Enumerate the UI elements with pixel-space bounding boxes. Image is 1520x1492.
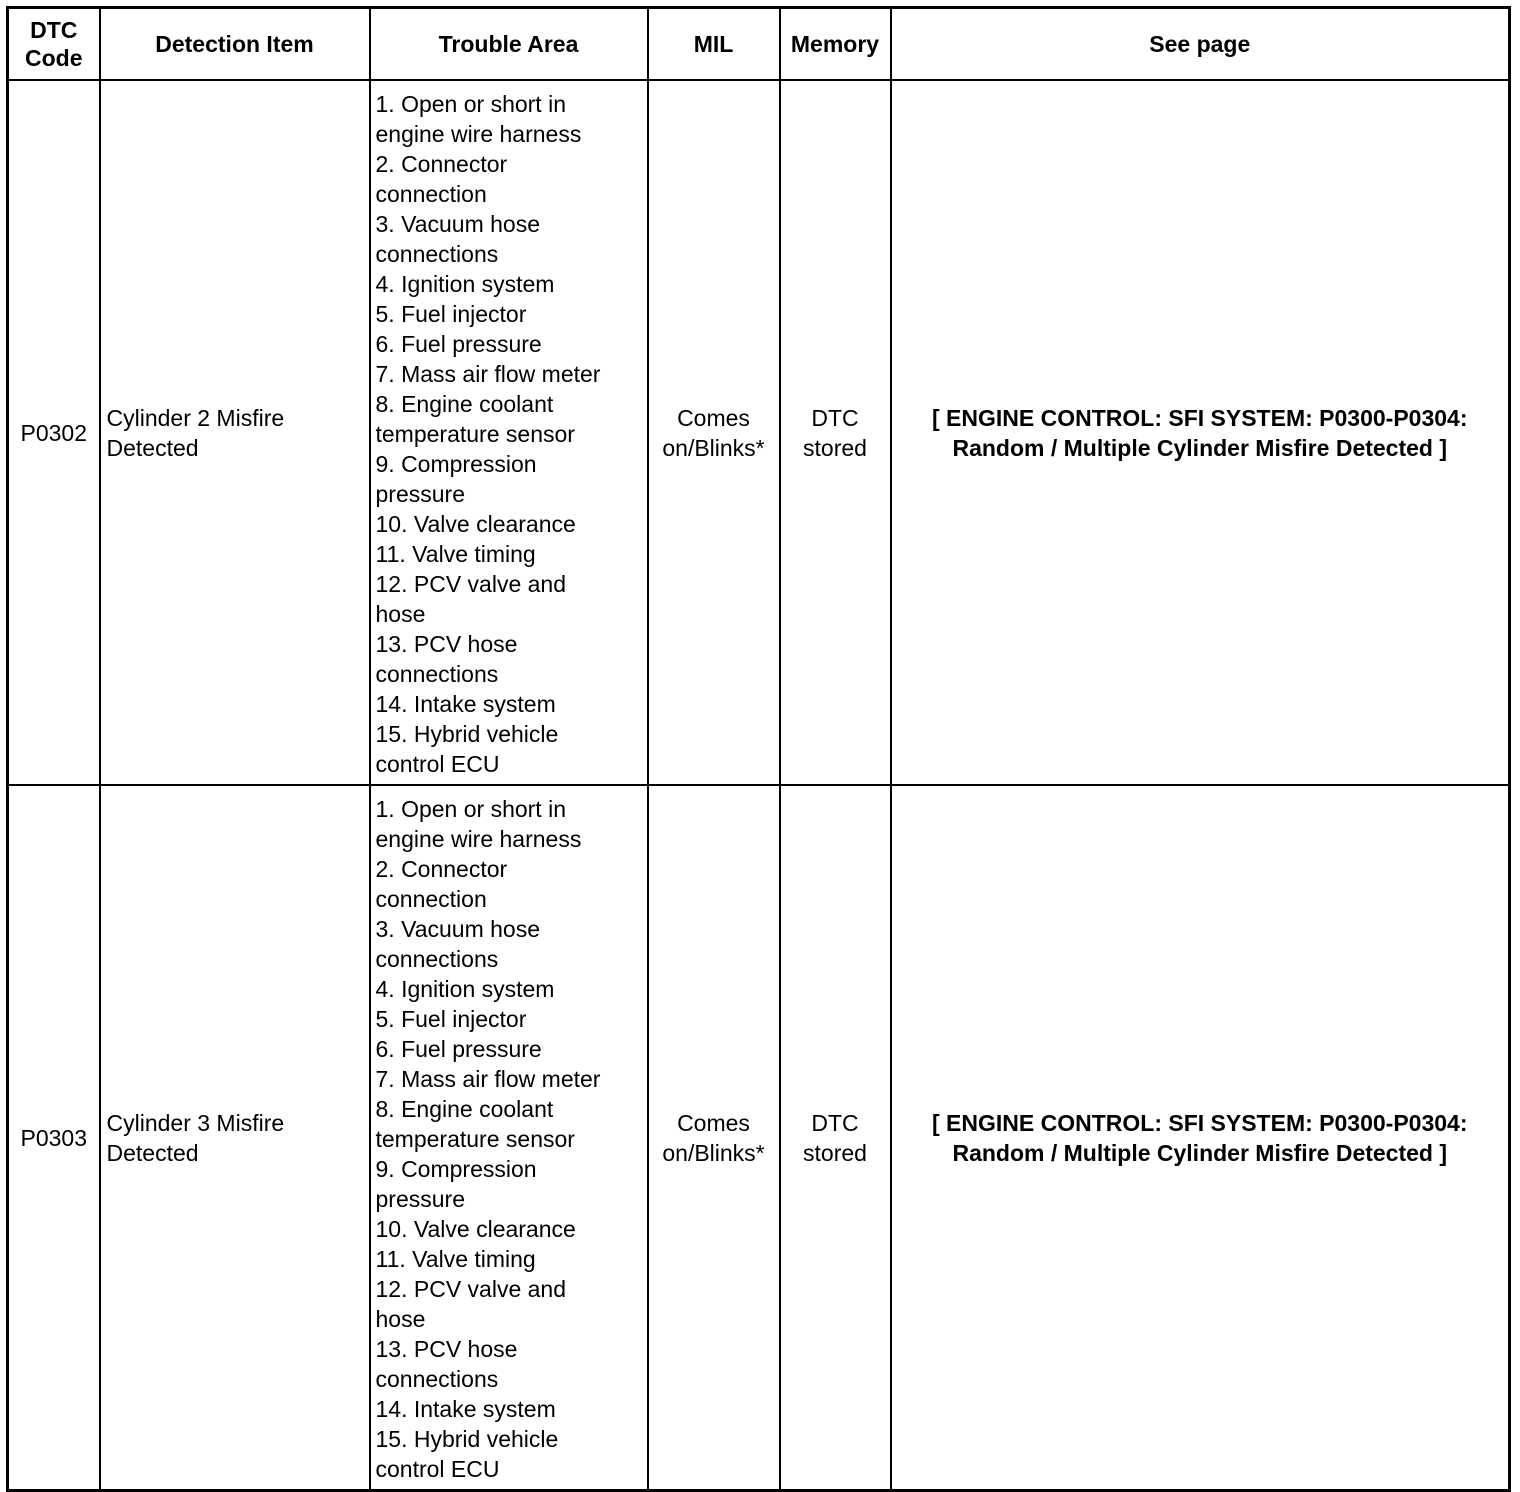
trouble-area-line: 8. Engine coolant bbox=[375, 1096, 554, 1122]
trouble-area-line: 7. Mass air flow meter bbox=[375, 361, 601, 387]
trouble-area-line: 11. Valve timing bbox=[375, 1246, 536, 1272]
trouble-area-line: 9. Compression bbox=[375, 1156, 537, 1182]
trouble-area-line: 4. Ignition system bbox=[375, 976, 555, 1002]
mil-cell: Comes on/Blinks* bbox=[648, 80, 780, 785]
trouble-area-line: 7. Mass air flow meter bbox=[375, 1066, 601, 1092]
trouble-area-line: 2. Connector bbox=[375, 856, 508, 882]
trouble-area-line: 15. Hybrid vehicle bbox=[375, 1426, 559, 1452]
trouble-area-line: hose bbox=[375, 1306, 426, 1332]
header-dtc-code: DTC Code bbox=[8, 8, 100, 81]
trouble-area-line: temperature sensor bbox=[375, 1126, 575, 1152]
trouble-area-line: 10. Valve clearance bbox=[375, 511, 576, 537]
trouble-area-line: 2. Connector bbox=[375, 151, 508, 177]
trouble-area-line: connections bbox=[375, 661, 499, 687]
trouble-area-line: 15. Hybrid vehicle bbox=[375, 721, 559, 747]
trouble-area-line: 1. Open or short in bbox=[375, 796, 566, 822]
trouble-area-line: 6. Fuel pressure bbox=[375, 331, 542, 357]
trouble-area-line: 4. Ignition system bbox=[375, 271, 555, 297]
trouble-area-line: connection bbox=[375, 886, 487, 912]
see-page-link[interactable]: [ ENGINE CONTROL: SFI SYSTEM: P0300-P0304: Random / Multiple Cylinder Misfire Detected ] bbox=[891, 785, 1510, 1491]
see-page-link[interactable]: [ ENGINE CONTROL: SFI SYSTEM: P0300-P0304: Random / Multiple Cylinder Misfire Detected ] bbox=[891, 80, 1510, 785]
dtc-code-cell: P0303 bbox=[8, 785, 100, 1491]
trouble-area-line: 8. Engine coolant bbox=[375, 391, 554, 417]
trouble-area-line: engine wire harness bbox=[375, 121, 582, 147]
memory-cell: DTC stored bbox=[780, 785, 891, 1491]
trouble-area-line: 3. Vacuum hose bbox=[375, 916, 541, 942]
trouble-area-line: 6. Fuel pressure bbox=[375, 1036, 542, 1062]
trouble-area-line: 12. PCV valve and bbox=[375, 1276, 567, 1302]
trouble-area-line: 1. Open or short in bbox=[375, 91, 566, 117]
trouble-area-line: engine wire harness bbox=[375, 826, 582, 852]
table-row bbox=[8, 785, 1510, 1491]
detection-item-cell: Cylinder 2 Misfire Detected bbox=[100, 80, 370, 785]
trouble-area-line: 5. Fuel injector bbox=[375, 301, 527, 327]
trouble-area-line: connections bbox=[375, 241, 499, 267]
trouble-area-line: 5. Fuel injector bbox=[375, 1006, 527, 1032]
trouble-area-line: connection bbox=[375, 181, 487, 207]
memory-cell: DTC stored bbox=[780, 80, 891, 785]
trouble-area-line: connections bbox=[375, 1366, 499, 1392]
mil-cell: Comes on/Blinks* bbox=[648, 785, 780, 1491]
trouble-area-line: 14. Intake system bbox=[375, 691, 556, 717]
trouble-area-line: connections bbox=[375, 946, 499, 972]
trouble-area-cell bbox=[370, 785, 648, 1491]
trouble-area-cell bbox=[370, 80, 648, 785]
header-row bbox=[8, 8, 1510, 81]
trouble-area-line: 10. Valve clearance bbox=[375, 1216, 576, 1242]
header-trouble-area: Trouble Area bbox=[370, 8, 648, 81]
trouble-area-line: hose bbox=[375, 601, 426, 627]
header-mil: MIL bbox=[648, 8, 780, 81]
trouble-area-line: pressure bbox=[375, 481, 465, 507]
trouble-area-line: 11. Valve timing bbox=[375, 541, 536, 567]
trouble-area-line: control ECU bbox=[375, 751, 500, 777]
trouble-area-line: 3. Vacuum hose bbox=[375, 211, 541, 237]
table-row bbox=[8, 80, 1510, 785]
trouble-area-line: 9. Compression bbox=[375, 451, 537, 477]
trouble-area-line: temperature sensor bbox=[375, 421, 575, 447]
header-memory: Memory bbox=[780, 8, 891, 81]
dtc-code-cell: P0302 bbox=[8, 80, 100, 785]
header-detection-item: Detection Item bbox=[100, 8, 370, 81]
trouble-area-line: control ECU bbox=[375, 1456, 500, 1482]
trouble-area-line: pressure bbox=[375, 1186, 465, 1212]
trouble-area-line: 14. Intake system bbox=[375, 1396, 556, 1422]
trouble-area-line: 12. PCV valve and bbox=[375, 571, 567, 597]
trouble-area-line: 13. PCV hose bbox=[375, 1336, 518, 1362]
detection-item-cell: Cylinder 3 Misfire Detected bbox=[100, 785, 370, 1491]
trouble-area-line: 13. PCV hose bbox=[375, 631, 518, 657]
header-see-page: See page bbox=[891, 8, 1510, 81]
dtc-table bbox=[6, 6, 1511, 1492]
